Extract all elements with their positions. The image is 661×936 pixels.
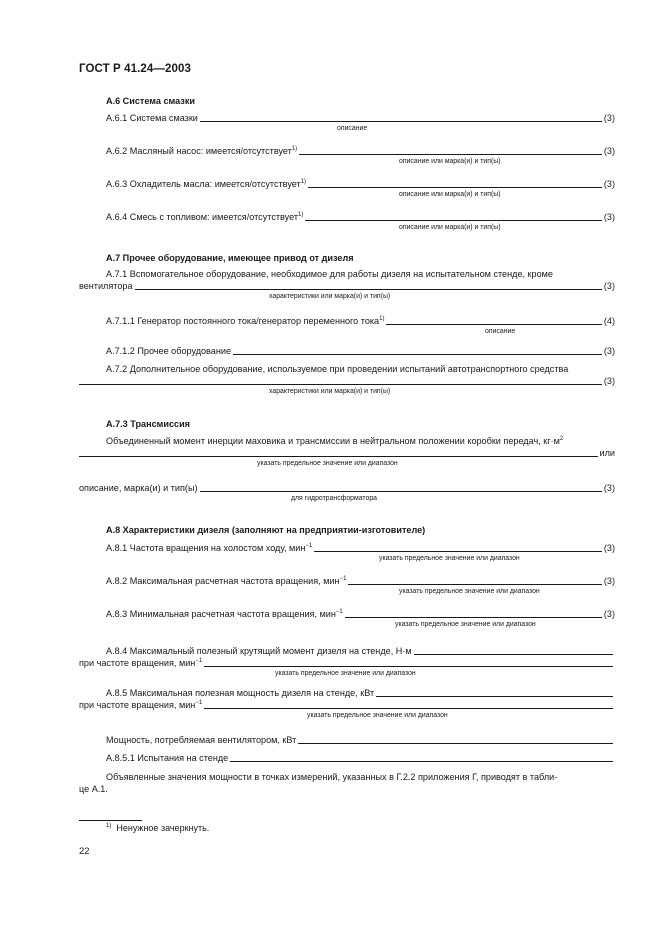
field-caption: указать предельное значение или диапазон [395,621,536,628]
item-a8-2 [79,575,615,597]
field-caption: характеристики или марка(и) и тип(ы) [269,388,391,395]
fill-line [298,742,613,744]
item-a7-2 [79,363,615,397]
page-number: 22 [79,846,90,857]
item-label-cont: вентилятора [79,281,133,291]
item-a6-1 [79,112,615,134]
item-a8-declared-power [79,771,615,795]
item-label: А.7.1.2 Прочее оборудование [106,346,232,356]
fill-line [233,353,602,355]
item-label: А.8.5 Максимальная полезная мощность дизеля на стенде, кВт [106,688,375,698]
fill-line [314,550,602,552]
field-caption: для гидротрансформатора [291,495,377,502]
item-a73-inertia [79,435,615,469]
fill-line [348,583,601,585]
field-caption: указать предельное значение или диапазон [307,712,448,719]
item-note-ref: (3) [603,483,615,493]
item-a7-1-2 [79,345,615,357]
item-note-ref: (3) [603,146,615,156]
fill-line [345,616,602,618]
field-caption: описание [485,328,516,335]
item-a73-desc [79,482,615,504]
fill-line [200,490,602,492]
section-a6-heading: А.6 Система смазки [106,96,195,106]
item-a8-1 [79,542,615,564]
field-caption: указать предельное значение или диапазон [275,670,416,677]
field-caption: указать предельное значение или диапазон [399,588,540,595]
fill-line [135,288,602,290]
field-caption: описание или марка(и) и тип(ы) [399,224,501,231]
item-label: А.8.3 Минимальная расчетная частота вращения, мин$^{-1}$ [106,609,343,619]
or-text: или [599,448,615,458]
footnote-ref: 1) [379,316,385,322]
footnote-ref: 1) [291,146,298,152]
item-note-ref: (3) [603,609,615,619]
item-label: А.6.3 Охладитель масла: имеется/отсутствует$^{1)}$ [106,179,307,189]
footnote-divider [79,820,142,821]
item-label: А.7.2 Дополнительное оборудование, используемое при проведении испытаний автотранспортного средства [106,364,569,374]
field-caption: характеристики или марка(и) и тип(ы) [269,293,391,300]
item-label: описание, марка(и) и тип(ы) [79,483,198,493]
item-note-ref: (3) [603,212,615,222]
fill-line [414,653,613,655]
footnote-text: Ненужное зачеркнуть. [116,823,210,833]
item-label: А.6.2 Масляный насос: имеется/отсутствует$^{1)}$ [106,146,298,156]
fill-line [376,695,613,697]
fill-line [204,665,613,667]
item-note-ref: (3) [603,281,615,291]
item-label: А.8.2 Максимальная расчетная частота вращения, мин$^{-1}$ [106,576,347,586]
item-a8-5-1 [79,752,615,764]
section-a73-heading: А.7.3 Трансмиссия [106,419,190,429]
item-note-ref: (4) [603,316,615,326]
fill-line [204,707,613,709]
item-label: А.8.1 Частота вращения на холостом ходу, мин$^{-1}$ [106,543,313,553]
unit-exponent: −1 [195,658,203,664]
paragraph-line: Объявленные значения мощности в точках измерений, указанных в Г.2.2 приложения Г, приводят в табли- [106,772,558,782]
unit-exponent: −1 [195,700,203,706]
item-label: А.7.1 Вспомогательное оборудование, необходимое для работы дизеля на испытательном стенде, кроме [106,269,553,279]
paragraph-line: це А.1. [79,784,108,794]
item-a7-1 [79,268,615,302]
item-note-ref: (3) [603,576,615,586]
item-label: А.6.1 Система смазки [106,113,198,123]
footnote-ref: 1) [300,179,307,185]
item-note-ref: (3) [603,376,615,386]
fill-line [299,153,602,155]
item-note-ref: (3) [603,346,615,356]
standard-header: ГОСТ Р 41.24—2003 [79,63,191,75]
item-label: Объединенный момент инерции маховика и трансмиссии в нейтральном положении коробки передач, $кг\cdot м^2$ [106,436,564,446]
item-a8-fan [79,734,615,746]
unit-exponent: −1 [335,609,343,615]
item-a8-4 [79,645,615,679]
field-caption: указать предельное значение или диапазон [379,555,520,562]
item-a8-3 [79,608,615,630]
item-note-ref: (3) [603,179,615,189]
fill-line [386,323,601,325]
item-label: А.8.4 Максимальный полезный крутящий момент дизеля на стенде, Н·м [106,646,412,656]
fill-line [305,219,601,221]
fill-line [308,186,602,188]
fill-line [79,383,602,385]
item-a7-1-1 [79,315,615,337]
field-caption: описание или марка(и) и тип(ы) [399,191,501,198]
footnote-mark: 1) [106,823,112,829]
item-a6-2 [79,145,615,167]
item-note-ref: (3) [603,113,615,123]
item-label-cont: при частоте вращения, мин$^{-1}$ [79,658,203,668]
fill-line [230,760,613,762]
item-label: А.7.1.1 Генератор постоянного тока/генератор переменного тока$^{1)}$ [106,316,385,326]
item-label: А.6.4 Смесь с топливом: имеется/отсутствует$^{1)}$ [106,212,304,222]
item-label: Мощность, потребляемая вентилятором, кВт [106,735,297,745]
field-caption: указать предельное значение или диапазон [257,460,398,467]
field-caption: описание или марка(и) и тип(ы) [399,158,501,165]
footnote [106,823,209,833]
unit-exponent: 2 [559,436,564,442]
section-a7-heading: А.7 Прочее оборудование, имеющее привод от дизеля [106,253,354,263]
item-label-cont: при частоте вращения, мин$^{-1}$ [79,700,203,710]
section-a8-heading: А.8 Характеристики дизеля (заполняют на предприятии-изготовителе) [106,525,426,535]
fill-line [79,455,598,457]
item-note-ref: (3) [603,543,615,553]
footnote-ref: 1) [298,212,304,218]
item-label: А.8.5.1 Испытания на стенде [106,753,229,763]
item-a8-5 [79,687,615,721]
item-a6-4 [79,211,615,233]
unit-exponent: −1 [305,543,313,549]
item-a6-3 [79,178,615,200]
fill-line [200,120,602,122]
field-caption: описание [337,125,368,132]
unit-exponent: −1 [339,576,347,582]
